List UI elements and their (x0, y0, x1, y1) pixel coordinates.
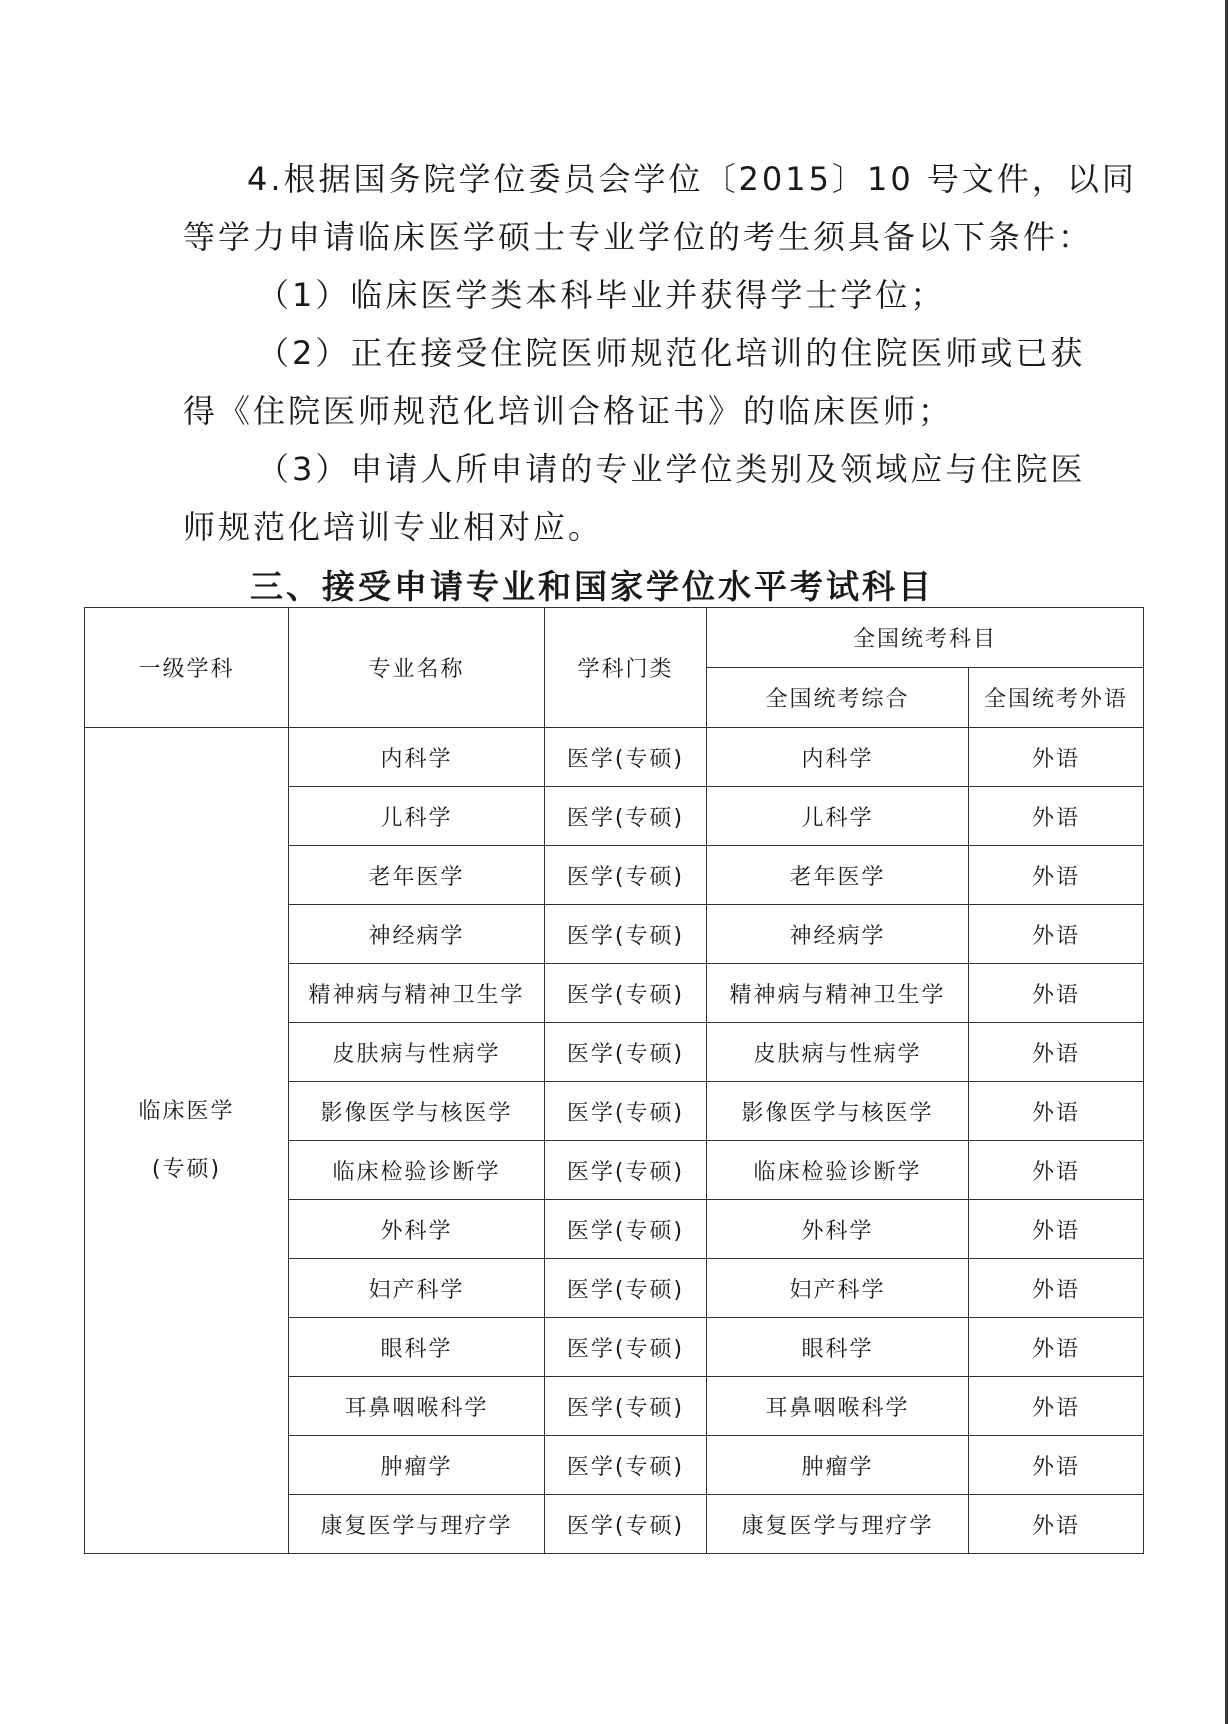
cell-category: 医学(专硕) (545, 1082, 707, 1141)
cell-comprehensive: 神经病学 (707, 905, 969, 964)
cell-language: 外语 (969, 1436, 1144, 1495)
cell-category: 医学(专硕) (545, 1023, 707, 1082)
condition-2-line2: 得《住院医师规范化培训合格证书》的临床医师； (183, 392, 954, 430)
cell-language: 外语 (969, 1141, 1144, 1200)
discipline-name: 临床医学 (138, 1098, 235, 1124)
cell-language: 外语 (969, 964, 1144, 1023)
cell-language: 外语 (969, 1495, 1144, 1554)
cell-comprehensive: 康复医学与理疗学 (707, 1495, 969, 1554)
cell-comprehensive: 内科学 (707, 728, 969, 787)
table-header-row (85, 608, 1144, 668)
cell-major: 内科学 (289, 728, 545, 787)
cell-category: 医学(专硕) (545, 1200, 707, 1259)
cell-language: 外语 (969, 728, 1144, 787)
header-major-name: 专业名称 (289, 608, 545, 728)
cell-major: 临床检验诊断学 (289, 1141, 545, 1200)
cell-language: 外语 (969, 1377, 1144, 1436)
discipline-subtype: (专硕) (151, 1156, 222, 1182)
cell-comprehensive: 临床检验诊断学 (707, 1141, 969, 1200)
cell-comprehensive: 皮肤病与性病学 (707, 1023, 969, 1082)
table-row (85, 728, 1144, 787)
cell-comprehensive: 肿瘤学 (707, 1436, 969, 1495)
cell-category: 医学(专硕) (545, 1318, 707, 1377)
cell-category: 医学(专硕) (545, 1495, 707, 1554)
cell-major: 儿科学 (289, 787, 545, 846)
cell-major: 皮肤病与性病学 (289, 1023, 545, 1082)
cell-comprehensive: 精神病与精神卫生学 (707, 964, 969, 1023)
cell-comprehensive: 妇产科学 (707, 1259, 969, 1318)
cell-major: 影像医学与核医学 (289, 1082, 545, 1141)
cell-category: 医学(专硕) (545, 846, 707, 905)
paragraph-item4-line2: 等学力申请临床医学硕士专业学位的考生须具备以下条件： (183, 218, 1094, 256)
cell-comprehensive: 儿科学 (707, 787, 969, 846)
header-national-comprehensive: 全国统考综合 (707, 668, 969, 728)
header-first-discipline: 一级学科 (85, 608, 289, 728)
cell-major: 精神病与精神卫生学 (289, 964, 545, 1023)
cell-category: 医学(专硕) (545, 1377, 707, 1436)
cell-category: 医学(专硕) (545, 1436, 707, 1495)
cell-language: 外语 (969, 787, 1144, 846)
cell-major: 外科学 (289, 1200, 545, 1259)
header-national-exam: 全国统考科目 (707, 608, 1144, 668)
cell-language: 外语 (969, 905, 1144, 964)
cell-comprehensive: 眼科学 (707, 1318, 969, 1377)
cell-category: 医学(专硕) (545, 1259, 707, 1318)
cell-language: 外语 (969, 846, 1144, 905)
cell-category: 医学(专硕) (545, 1141, 707, 1200)
discipline-cell (85, 728, 289, 1554)
cell-language: 外语 (969, 1318, 1144, 1377)
section-heading: 三、接受申请专业和国家学位水平考试科目 (250, 567, 934, 606)
condition-2-line1: （2）正在接受住院医师规范化培训的住院医师或已获 (257, 334, 1086, 372)
cell-major: 眼科学 (289, 1318, 545, 1377)
cell-language: 外语 (969, 1200, 1144, 1259)
cell-major: 耳鼻咽喉科学 (289, 1377, 545, 1436)
cell-major: 神经病学 (289, 905, 545, 964)
cell-major: 妇产科学 (289, 1259, 545, 1318)
subjects-table (84, 607, 1144, 1554)
cell-comprehensive: 外科学 (707, 1200, 969, 1259)
paragraph-item4-line1: 4.根据国务院学位委员会学位〔2015〕10 号文件，以同 (247, 160, 1137, 198)
condition-1: （1）临床医学类本科毕业并获得学士学位； (257, 276, 946, 314)
header-category: 学科门类 (545, 608, 707, 728)
cell-comprehensive: 耳鼻咽喉科学 (707, 1377, 969, 1436)
cell-major: 康复医学与理疗学 (289, 1495, 545, 1554)
cell-language: 外语 (969, 1023, 1144, 1082)
cell-category: 医学(专硕) (545, 905, 707, 964)
cell-comprehensive: 老年医学 (707, 846, 969, 905)
cell-language: 外语 (969, 1259, 1144, 1318)
cell-major: 肿瘤学 (289, 1436, 545, 1495)
cell-comprehensive: 影像医学与核医学 (707, 1082, 969, 1141)
condition-3-line2: 师规范化培训专业相对应。 (183, 508, 604, 546)
cell-category: 医学(专硕) (545, 787, 707, 846)
cell-major: 老年医学 (289, 846, 545, 905)
cell-language: 外语 (969, 1082, 1144, 1141)
cell-category: 医学(专硕) (545, 964, 707, 1023)
condition-3-line1: （3）申请人所申请的专业学位类别及领域应与住院医 (257, 450, 1086, 488)
cell-category: 医学(专硕) (545, 728, 707, 787)
header-national-foreign-language: 全国统考外语 (969, 668, 1144, 728)
